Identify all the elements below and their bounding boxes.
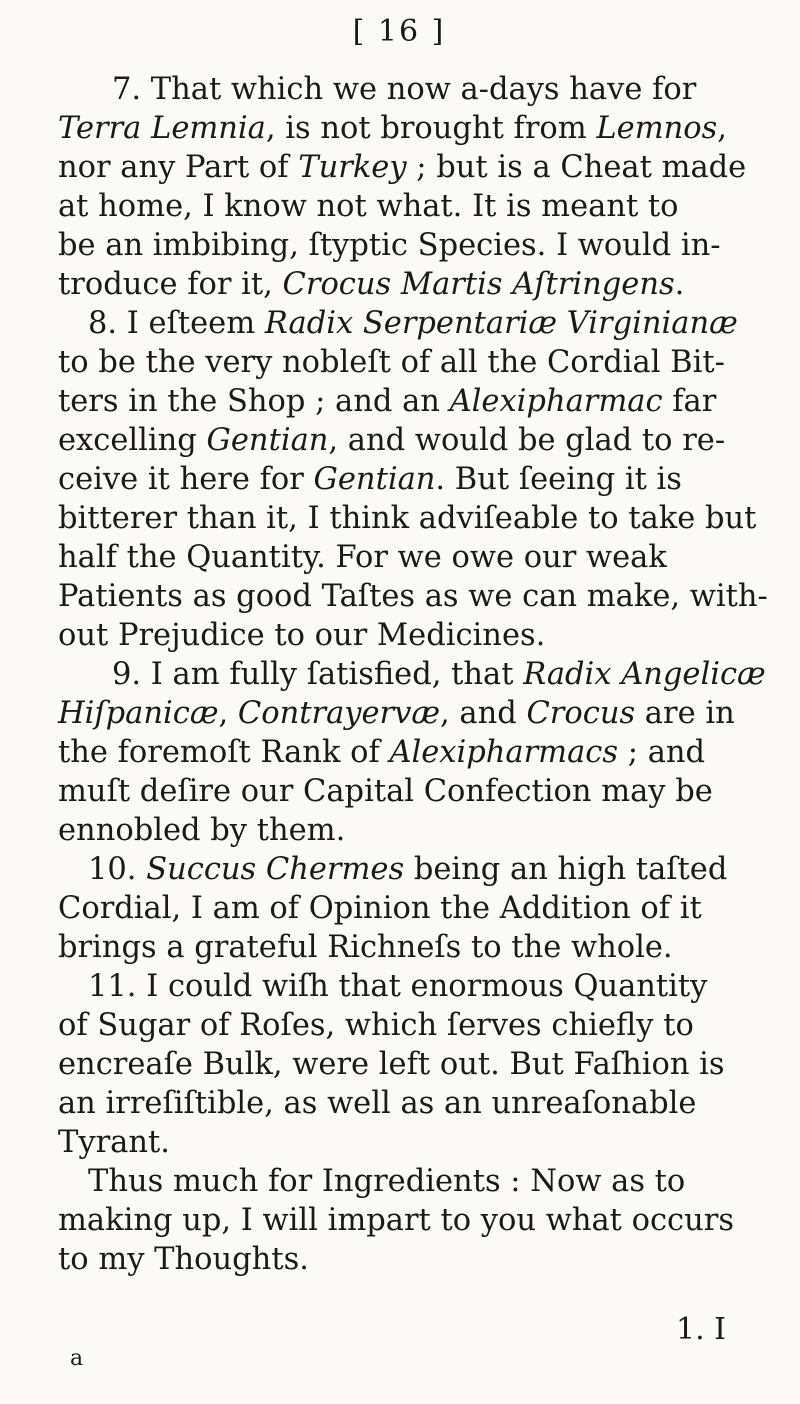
- text-line: [58, 421, 740, 460]
- text-line: [58, 1123, 740, 1162]
- text-run: an irreſiſtible, as well as an unreaſonable: [58, 1086, 697, 1121]
- text-run: at home, I know not what. It is meant to: [58, 189, 679, 224]
- text-run: ,: [717, 111, 727, 146]
- text-run: Patients as good Taſtes as we can make, with-: [58, 579, 768, 614]
- text-line: [58, 1045, 740, 1084]
- text-run: .: [674, 267, 685, 302]
- italic-term: Terra Lemnia: [58, 111, 266, 146]
- italic-term: Succus Chermes: [146, 852, 405, 887]
- text-run: encreaſe Bulk, were left out. But Faſhion is: [58, 1047, 725, 1082]
- text-line: [58, 850, 740, 889]
- text-line: [58, 148, 747, 187]
- catchword: 1. I: [675, 1312, 726, 1347]
- italic-term: Contrayervæ: [237, 696, 441, 731]
- italic-term: Lemnos: [596, 111, 718, 146]
- text-run: , is not brought from: [265, 111, 597, 146]
- italic-term: Alexipharmacs: [389, 735, 619, 770]
- text-run: , and: [440, 696, 527, 731]
- text-line: [58, 187, 740, 226]
- text-run: of Sugar of Roſes, which ſerves chiefly to: [58, 1008, 694, 1043]
- text-line: [58, 70, 740, 109]
- text-run: ; and: [618, 735, 706, 770]
- text-line: [58, 265, 740, 304]
- text-run: , and would be glad to re-: [328, 423, 726, 458]
- text-run: 9. I am fully ſatisfied, that: [112, 657, 524, 692]
- text-run: 10.: [88, 852, 147, 887]
- text-run: far: [662, 384, 717, 419]
- text-line: [58, 1240, 740, 1279]
- text-run: are in: [635, 696, 735, 731]
- text-run: out Prejudice to our Medicines.: [58, 618, 546, 653]
- text-line: [58, 694, 740, 733]
- text-run: . But ſeeing it is: [435, 462, 682, 497]
- text-line: [58, 772, 740, 811]
- text-run: Tyrant.: [58, 1125, 170, 1160]
- text-run: ceive it here for: [58, 462, 314, 497]
- text-run: Cordial, I am of Opinion the Addition of it: [58, 891, 702, 926]
- text-line: [58, 460, 740, 499]
- text-line: [58, 733, 740, 772]
- text-run: bitterer than it, I think adviſeable to take but: [58, 501, 757, 536]
- text-run: nor any Part of: [58, 150, 299, 185]
- italic-term: Turkey: [298, 150, 407, 185]
- text-line: [58, 538, 740, 577]
- text-run: 8. I eſteem: [88, 306, 265, 341]
- text-run: ,: [218, 696, 238, 731]
- body-text: [58, 70, 768, 1279]
- italic-term: Alexipharmac: [449, 384, 663, 419]
- text-run: 11. I could wiſh that enormous Quantity: [88, 969, 708, 1004]
- text-line: [58, 304, 740, 343]
- italic-term: Radix Serpentariæ Virginianæ: [264, 306, 738, 341]
- text-line: [58, 889, 740, 928]
- text-line: [58, 109, 740, 148]
- text-run: making up, I will impart to you what occurs: [58, 1203, 735, 1238]
- italic-term: Gentian: [206, 423, 329, 458]
- text-run: 7. That which we now a-days have for: [112, 72, 697, 107]
- text-line: [58, 811, 740, 850]
- italic-term: Hiſpanicæ: [58, 696, 219, 731]
- text-run: muſt deſire our Capital Confection may be: [58, 774, 713, 809]
- text-run: ; but is a Cheat made: [406, 150, 747, 185]
- text-line: [58, 1084, 740, 1123]
- text-line: [58, 343, 740, 382]
- text-run: be an imbibing, ſtyptic Species. I would in-: [58, 228, 721, 263]
- text-line: [58, 1006, 740, 1045]
- italic-term: Gentian: [313, 462, 436, 497]
- text-run: to be the very nobleſt of all the Cordial Bit-: [58, 345, 725, 380]
- text-run: brings a grateful Richneſs to the whole.: [58, 930, 673, 965]
- text-line: [58, 499, 757, 538]
- text-run: half the Quantity. For we owe our weak: [58, 540, 667, 575]
- italic-term: Crocus: [526, 696, 636, 731]
- text-line: [58, 967, 740, 1006]
- text-line: [58, 655, 766, 694]
- page-number: [ 16 ]: [352, 14, 446, 49]
- text-line: [58, 577, 768, 616]
- text-line: [58, 928, 740, 967]
- text-run: being an high taſted: [404, 852, 728, 887]
- text-run: to my Thoughts.: [58, 1242, 309, 1277]
- text-line: [58, 1162, 740, 1201]
- text-line: [58, 226, 740, 265]
- text-run: excelling: [58, 423, 207, 458]
- text-run: Thus much for Ingredients : Now as to: [88, 1164, 686, 1199]
- text-line: [58, 616, 740, 655]
- text-run: ennobled by them.: [58, 813, 346, 848]
- text-run: ters in the Shop ; and an: [58, 384, 450, 419]
- italic-term: Crocus Martis Aſtringens: [282, 267, 675, 302]
- text-run: the foremoſt Rank of: [58, 735, 390, 770]
- signature-mark: a: [70, 1346, 84, 1371]
- text-line: [58, 1201, 740, 1240]
- text-line: [58, 382, 740, 421]
- italic-term: Radix Angelicæ: [523, 657, 766, 692]
- text-run: troduce for it,: [58, 267, 283, 302]
